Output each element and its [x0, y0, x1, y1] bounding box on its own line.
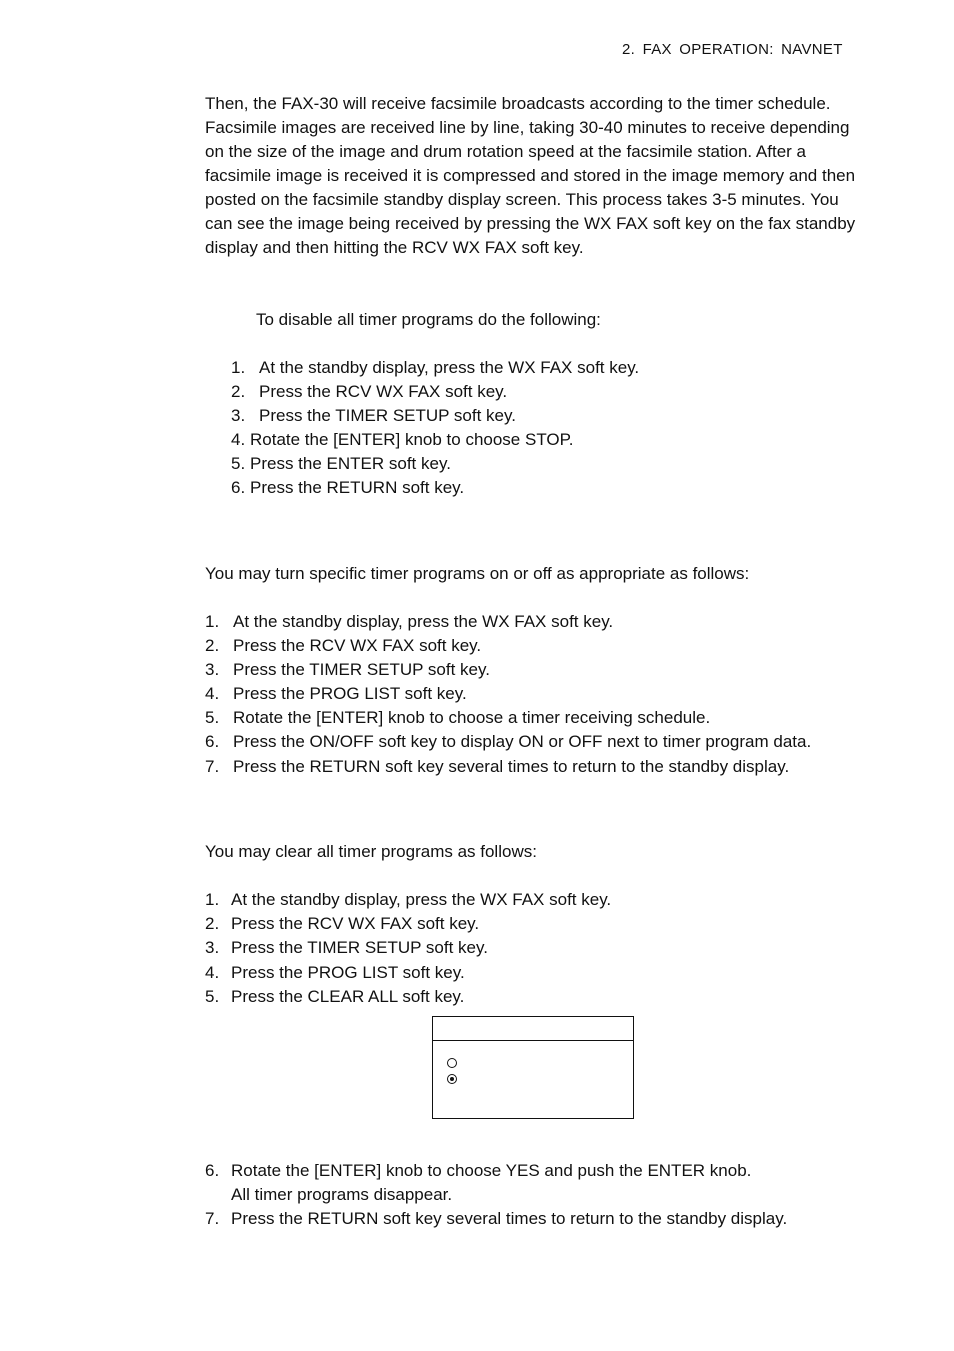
step-text: At the standby display, press the WX FAX soft key.: [231, 890, 612, 909]
onoff-section-lead: You may turn specific timer programs on or off as appropriate as follows:: [205, 564, 750, 583]
step-note: All timer programs disappear.: [231, 1185, 453, 1204]
step-text: At the standby display, press the WX FAX soft key.: [233, 612, 614, 631]
step-text: Rotate the [ENTER] knob to choose YES and push the ENTER knob.: [231, 1161, 752, 1180]
step-number: 1.: [205, 890, 220, 909]
step-text: Rotate the [ENTER] knob to choose STOP.: [250, 430, 574, 449]
clear-section-lead: You may clear all timer programs as follows:: [205, 842, 537, 861]
step-text: Press the CLEAR ALL soft key.: [231, 986, 465, 1006]
step-text: Press the ENTER soft key.: [250, 454, 451, 473]
step-number: 2.: [205, 914, 220, 934]
intro-paragraph: Then, the FAX-30 will receive facsimile broadcasts according to the timer schedule. Facsimile images are received line by line, taking 30-40 minutes to receive depending on the size of the image and drum rotation speed at the facsimile station. After a facsimile image is received it is compressed and stored in the image memory and then posted on the facsimile standby display screen. This process takes 3-5 minutes. You can see the image being received by pressing the WX FAX soft key on the fax standby display and then hitting the RCV WX FAX soft key.: [205, 94, 856, 257]
step-number: 5.: [205, 708, 220, 727]
step-number: 6.: [205, 732, 220, 751]
step-text: Press the TIMER SETUP soft key.: [231, 938, 488, 958]
step-text: Press the RETURN soft key.: [250, 478, 465, 497]
radio-option-yes[interactable]: [447, 1074, 457, 1084]
step-number: 3.: [205, 660, 220, 679]
disable-section-lead: To disable all timer programs do the following:: [256, 310, 601, 329]
step-number: 1.: [231, 358, 246, 377]
step-text: At the standby display, press the WX FAX soft key.: [259, 358, 640, 377]
step-text: Press the PROG LIST soft key.: [233, 684, 467, 703]
step-number: 2.: [231, 382, 246, 401]
step-number: 4.: [205, 962, 220, 982]
step-number: 7.: [205, 757, 220, 777]
step-number: 7.: [205, 1209, 220, 1228]
step-text: Rotate the [ENTER] knob to choose a timer receiving schedule.: [233, 708, 711, 727]
step-number: 4.: [231, 430, 246, 449]
step-text: Press the ON/OFF soft key to display ON or OFF next to timer program data.: [233, 732, 812, 751]
step-number: 6.: [205, 1161, 220, 1180]
step-number: 1.: [205, 612, 220, 631]
clear-all-confirm-dialog: [432, 1016, 634, 1119]
step-text: Press the TIMER SETUP soft key.: [233, 660, 490, 679]
step-text: Press the RETURN soft key several times to return to the standby display.: [233, 757, 790, 777]
step-number: 6.: [231, 478, 246, 497]
step-text: Press the RCV WX FAX soft key.: [231, 914, 480, 934]
step-number: 5.: [205, 986, 220, 1006]
step-number: 3.: [231, 406, 246, 425]
page-header: 2. FAX OPERATION: NAVNET: [622, 41, 843, 58]
dialog-title-bar: [433, 1017, 633, 1041]
step-text: Press the RCV WX FAX soft key.: [233, 636, 482, 655]
step-number: 3.: [205, 938, 220, 958]
step-text: Press the RETURN soft key several times to return to the standby display.: [231, 1209, 788, 1228]
step-number: 5.: [231, 454, 246, 473]
step-number: 2.: [205, 636, 220, 655]
radio-option-no[interactable]: [447, 1058, 457, 1068]
step-number: 4.: [205, 684, 220, 703]
step-text: Press the RCV WX FAX soft key.: [259, 382, 508, 401]
step-text: Press the PROG LIST soft key.: [231, 962, 465, 982]
step-text: Press the TIMER SETUP soft key.: [259, 406, 516, 425]
